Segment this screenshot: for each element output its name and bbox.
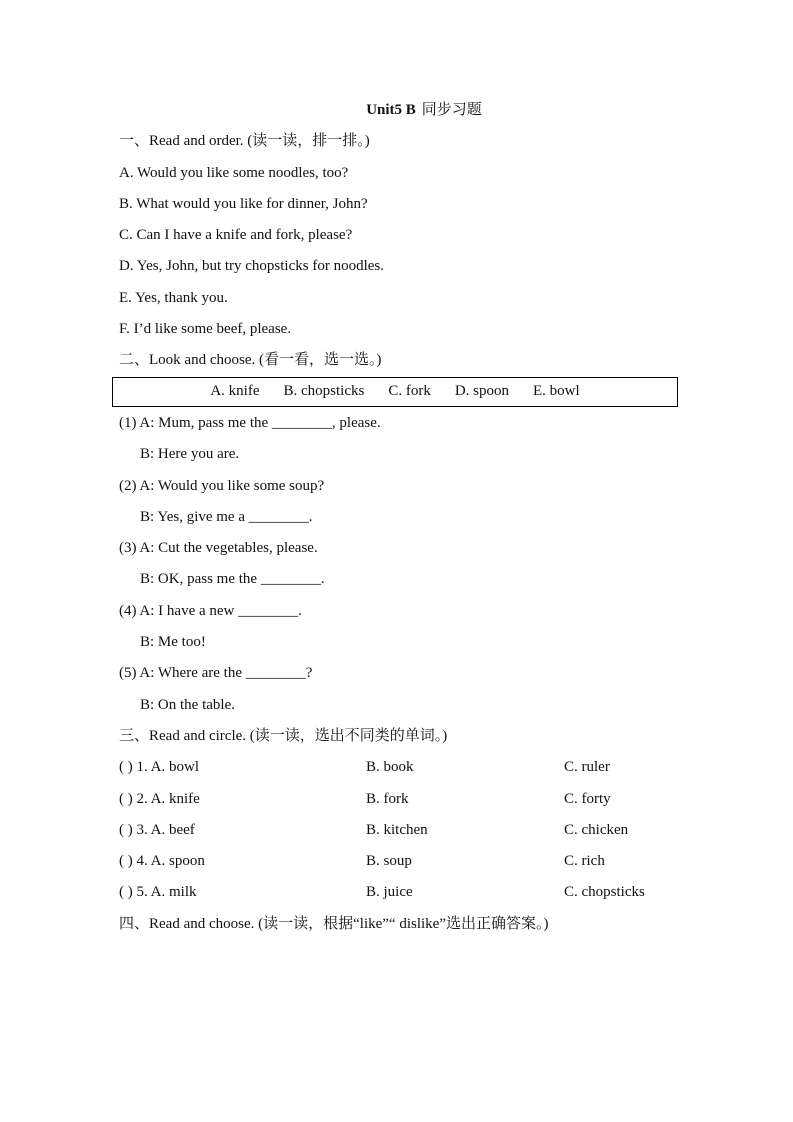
order-item: A. Would you like some noodles, too? [119, 164, 349, 181]
word-option: C. fork [388, 383, 431, 400]
word-option: B. chopsticks [283, 383, 365, 400]
dialog-b: B: OK, pass me the ________. [140, 571, 325, 588]
section2-heading: 二、Look and choose. (看一看，选一选。) [119, 352, 382, 369]
section1-heading: 一、Read and order. (读一读，排一排。) [119, 133, 370, 150]
order-item: D. Yes, John, but try chopsticks for noodles. [119, 258, 384, 275]
option-c: C. rich [564, 853, 605, 870]
dialog-a: (2) A: Would you like some soup? [119, 477, 325, 494]
dialog-b: B: Me too! [140, 634, 206, 651]
option-b: B. soup [366, 853, 412, 870]
circle-row [119, 815, 689, 846]
dialog-b: B: On the table. [140, 696, 235, 713]
option-a: ( ) 3. A. beef [119, 821, 195, 838]
order-item: B. What would you like for dinner, John? [119, 195, 368, 212]
dialog-a: (1) A: Mum, pass me the ________, please. [119, 414, 381, 431]
dialog-a: (3) A: Cut the vegetables, please. [119, 540, 318, 557]
circle-row [119, 784, 689, 815]
option-a: ( ) 5. A. milk [119, 884, 197, 901]
order-item: C. Can I have a knife and fork, please? [119, 227, 353, 244]
option-b: B. book [366, 759, 414, 776]
circle-row [119, 752, 689, 783]
option-c: C. forty [564, 790, 611, 807]
option-b: B. kitchen [366, 821, 428, 838]
section3-heading: 三、Read and circle. (读一读，选出不同类的单词。) [119, 727, 448, 744]
word-option: A. knife [210, 383, 260, 400]
option-b: B. fork [366, 790, 409, 807]
dialog-a: (4) A: I have a new ________. [119, 602, 302, 619]
dialog-a: (5) A: Where are the ________? [119, 665, 313, 682]
word-bank-box [112, 377, 678, 407]
option-a: ( ) 1. A. bowl [119, 759, 199, 776]
dialog-b: B: Yes, give me a ________. [140, 508, 313, 525]
word-option: D. spoon [454, 383, 509, 400]
title-en: Unit5 B [366, 102, 416, 118]
circle-row [119, 846, 689, 877]
dialog-b: B: Here you are. [140, 446, 240, 463]
option-c: C. chicken [564, 821, 629, 838]
circle-row [119, 877, 689, 908]
word-option: E. bowl [533, 383, 580, 400]
option-a: ( ) 2. A. knife [119, 790, 200, 807]
order-item: F. I’d like some beef, please. [119, 321, 292, 338]
option-b: B. juice [366, 884, 413, 901]
order-item: E. Yes, thank you. [119, 289, 228, 306]
page-title [119, 95, 689, 126]
section4-heading: 四、Read and choose. (读一读，根据“like”“ dislike”选出正确答案。) [119, 915, 549, 932]
option-c: C. chopsticks [564, 884, 645, 901]
title-cn: 同步习题 [421, 102, 482, 118]
option-c: C. ruler [564, 759, 610, 776]
option-a: ( ) 4. A. spoon [119, 853, 205, 870]
